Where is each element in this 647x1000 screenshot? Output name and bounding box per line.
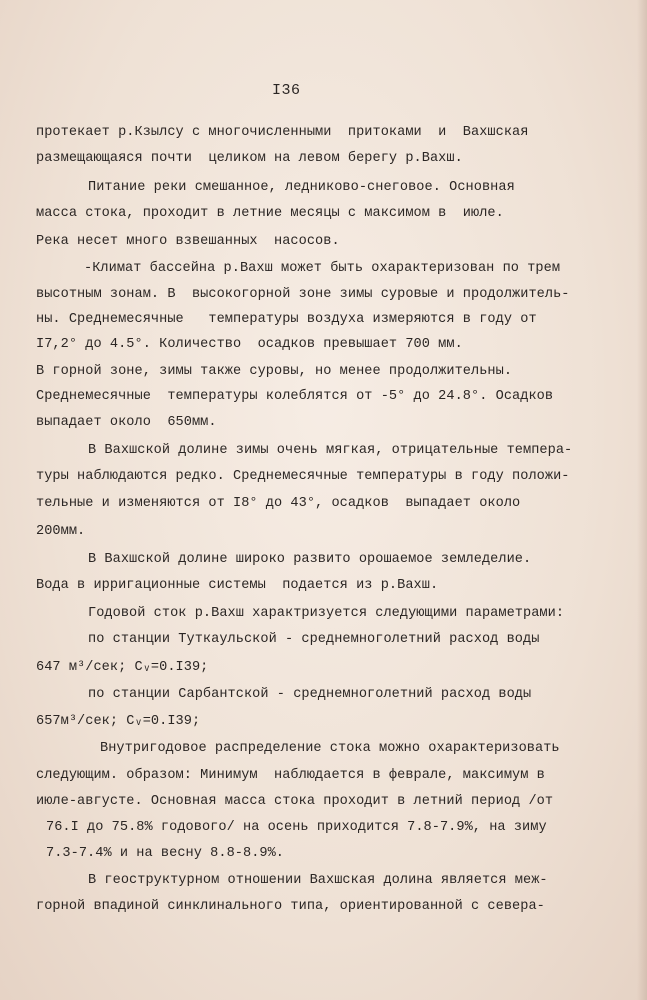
- text-line: I7,2° до 4.5°. Количество осадков превышает 700 мм.: [36, 337, 463, 352]
- text-line: -Климат бассейна р.Вахш может быть охарактеризован по трем: [84, 261, 561, 276]
- text-line: Внутригодовое распределение стока можно охарактеризовать: [100, 741, 560, 756]
- text-line: Вода в ирригационные системы подается из р.Вахш.: [36, 578, 439, 593]
- text-line: Река несет много взвешанных насосов.: [36, 234, 340, 249]
- text-line: Питание реки смешанное, ледниково-снеговое. Основная: [88, 180, 515, 195]
- text-line: по станции Туткаульской - среднемноголетний расход воды: [88, 632, 540, 647]
- text-line: горной впадиной синклинального типа, ориентированной с севера-: [36, 899, 545, 914]
- text-line: высотным зонам. В высокогорной зоне зимы суровые и продолжитель-: [36, 287, 570, 302]
- text-line: июле-августе. Основная масса стока проходит в летний период /от: [36, 794, 554, 809]
- text-line: 657м³/сек; Cᵥ=0.I39;: [36, 714, 201, 729]
- text-line: тельные и изменяются от I8° до 43°, осадков выпадает около: [36, 496, 521, 511]
- text-line: выпадает около 650мм.: [36, 415, 217, 430]
- text-line: 647 м³/сек; Cᵥ=0.I39;: [36, 660, 209, 675]
- text-line: В Вахшской долине зимы очень мягкая, отрицательные темпера-: [88, 443, 573, 458]
- text-line: В геоструктурном отношении Вахшская долина является меж-: [88, 873, 548, 888]
- text-line: по станции Сарбантской - среднемноголетний расход воды: [88, 687, 532, 702]
- page-edge-shadow: [637, 0, 647, 1000]
- text-line: следующим. образом: Минимум наблюдается в феврале, максимум в: [36, 768, 545, 783]
- text-line: ны. Среднемесячные температуры воздуха измеряются в году от: [36, 312, 537, 327]
- text-line: 200мм.: [36, 524, 86, 539]
- text-line: протекает р.Кзылсу с многочисленными притоками и Вахшская: [36, 125, 529, 140]
- text-line: 7.3-7.4% и на весну 8.8-8.9%.: [46, 846, 285, 861]
- page-number: I36: [272, 82, 301, 99]
- text-line: Годовой сток р.Вахш характризуется следующими параметрами:: [88, 606, 565, 621]
- text-line: размещающаяся почти целиком на левом берегу р.Вахш.: [36, 151, 463, 166]
- text-line: В Вахшской долине широко развито орошаемое земледелие.: [88, 552, 532, 567]
- text-line: масса стока, проходит в летние месяцы с максимом в июле.: [36, 206, 504, 221]
- text-line: 76.I до 75.8% годового/ на осень приходится 7.8-7.9%, на зиму: [46, 820, 547, 835]
- text-line: Среднемесячные температуры колеблятся от -5° до 24.8°. Осадков: [36, 389, 554, 404]
- text-line: В горной зоне, зимы также суровы, но менее продолжительны.: [36, 364, 513, 379]
- text-line: туры наблюдаются редко. Среднемесячные температуры в году положи-: [36, 469, 570, 484]
